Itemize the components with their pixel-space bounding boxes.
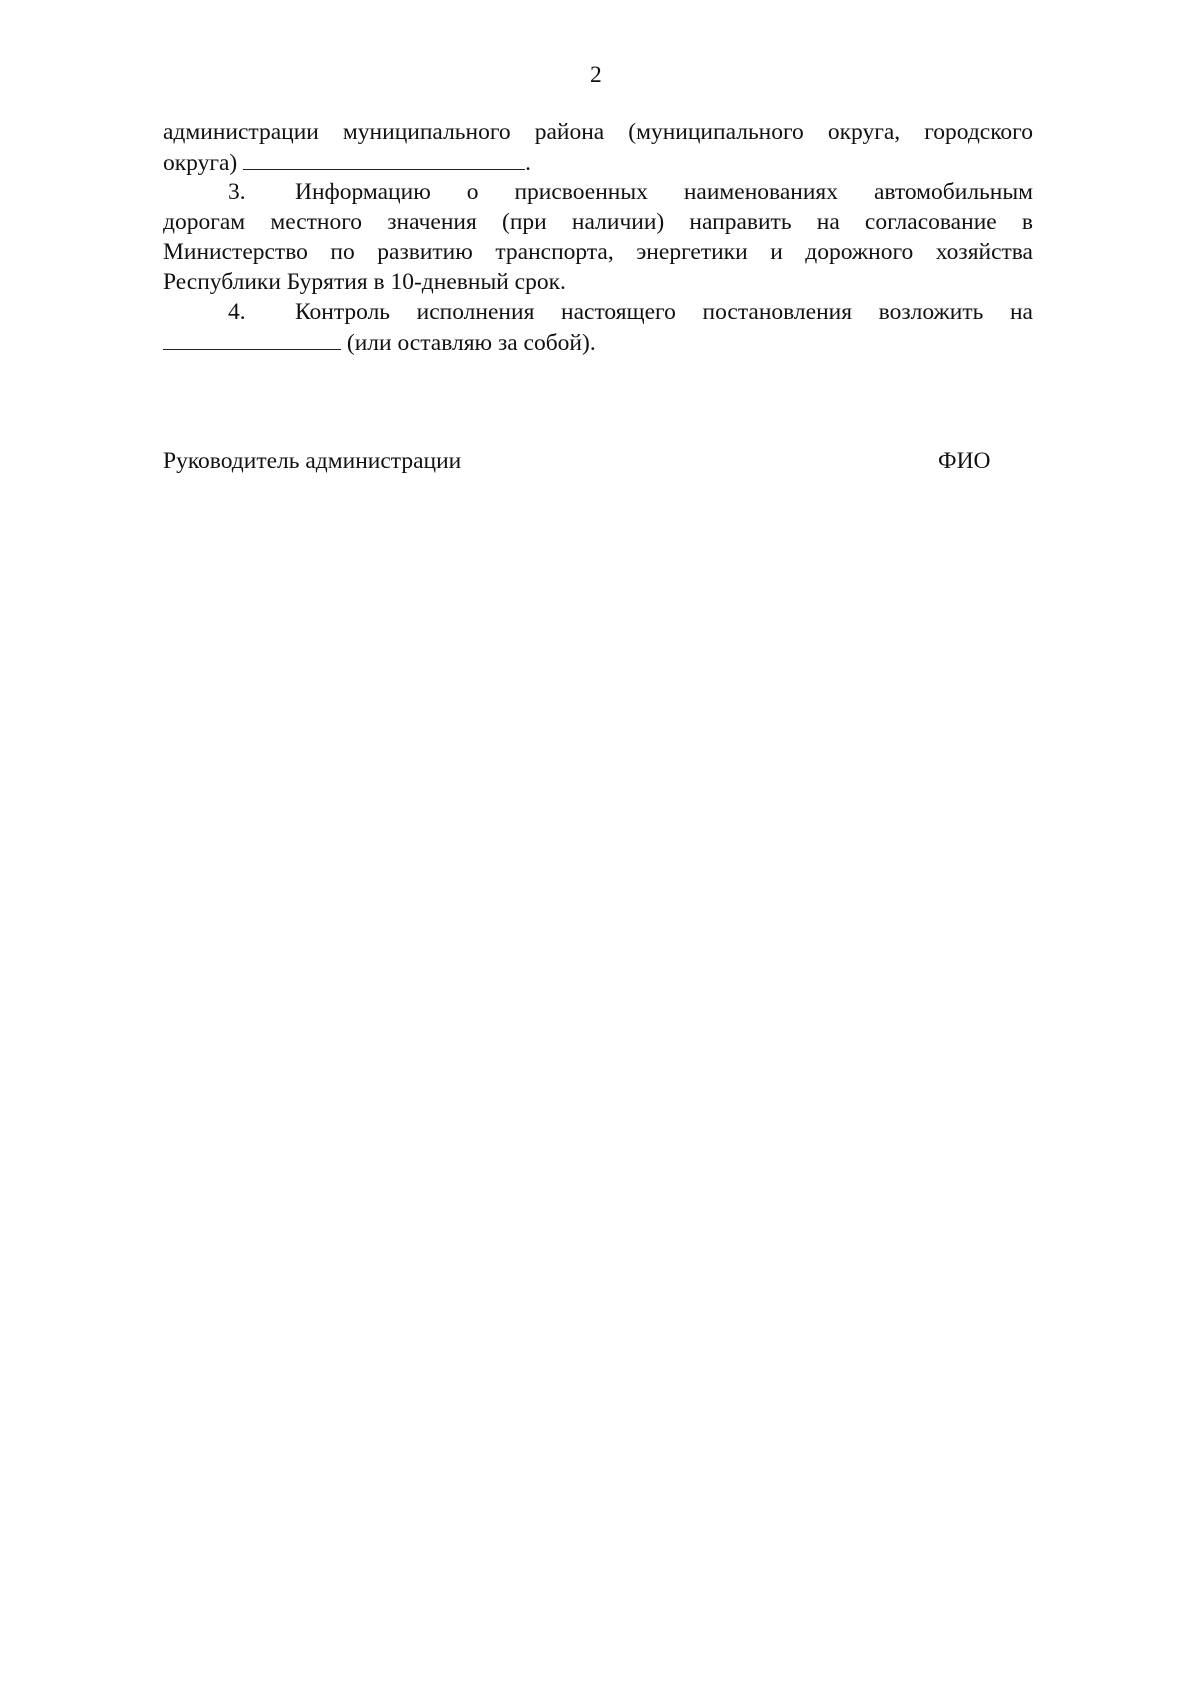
item-4-line-2 [163,327,596,357]
line2-prefix: округа) [163,150,238,176]
item-3-line-1: Информацию о присвоенных наименованиях автомобильным [295,179,1033,205]
signature-position: Руководитель администрации [163,448,462,474]
signature-name: ФИО [938,448,991,474]
body-line-2 [163,147,531,177]
item-3-line-2: дорогам местного значения (при наличии) направить на согласование в [163,209,1033,235]
line2-suffix: . [525,150,532,176]
blank-field-responsible [163,327,341,350]
item-3-line-3: Министерство по развитию транспорта, энергетики и дорожного хозяйства [163,239,1033,265]
item-3-line-4: Республики Бурятия в 10-дневный срок. [163,269,566,295]
item-4-number: 4. [228,299,246,325]
item-4-line-2-suffix: (или оставляю за собой). [346,330,596,356]
item-4-line-1: Контроль исполнения настоящего постановления возложить на [295,299,1033,325]
page-number: 2 [590,62,602,88]
body-line-1: администрации муниципального района (муниципального округа, городского [163,119,1033,145]
item-3-number: 3. [228,179,246,205]
blank-field-district [243,147,525,170]
